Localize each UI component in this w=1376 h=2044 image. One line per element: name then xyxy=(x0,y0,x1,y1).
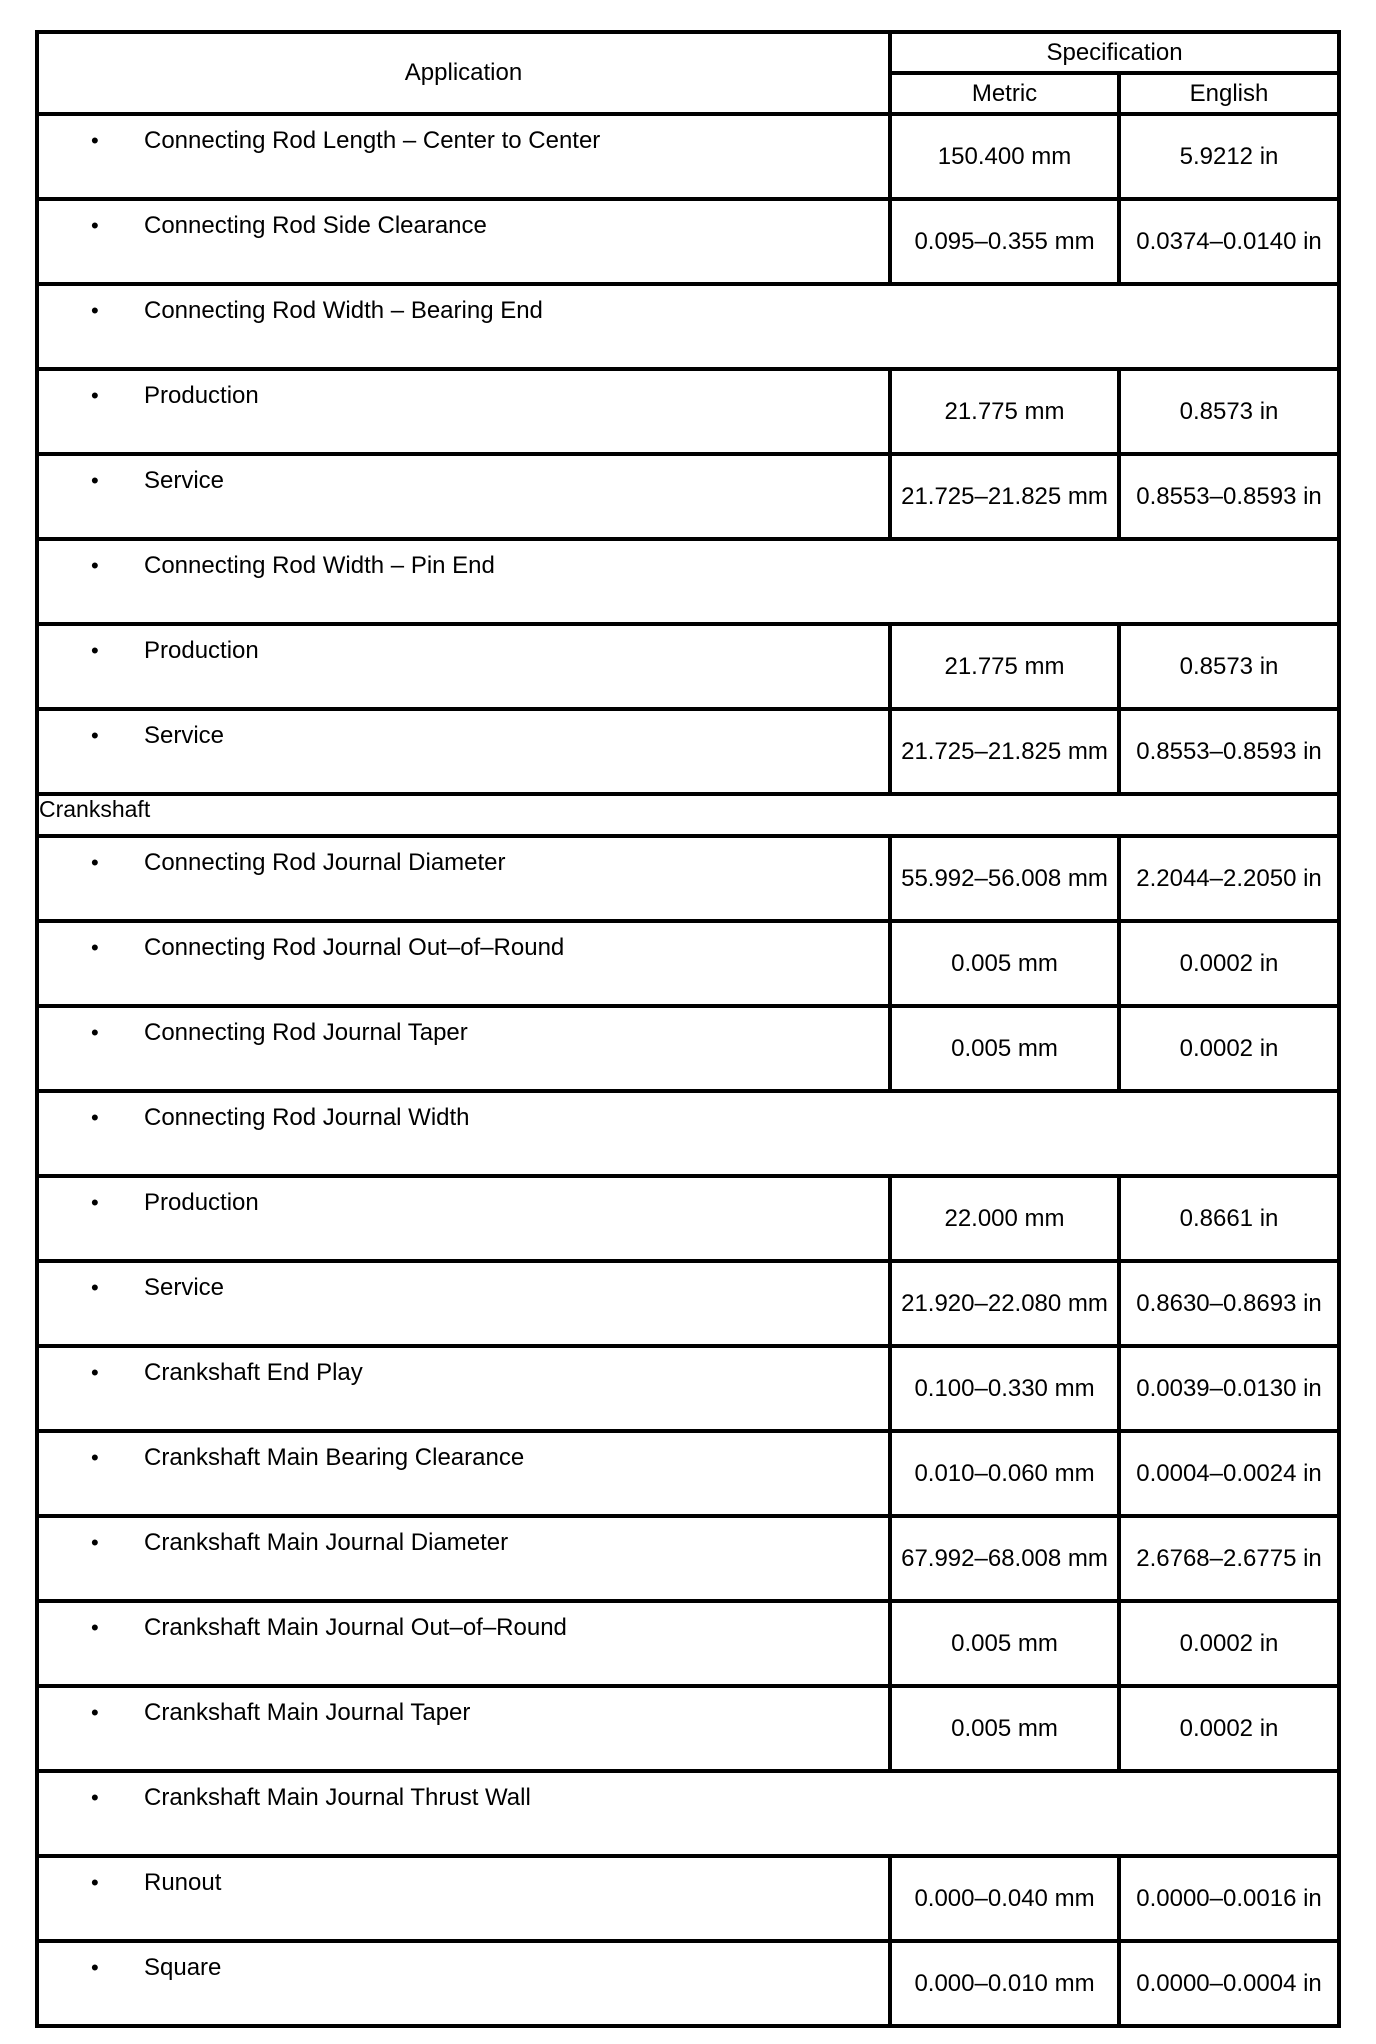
table-row xyxy=(37,1431,1339,1516)
bullet-icon: • xyxy=(91,298,99,323)
application-cell xyxy=(37,1261,890,1346)
metric-value: 0.005 mm xyxy=(890,1686,1119,1771)
table-row xyxy=(37,454,1339,539)
application-cell xyxy=(37,1686,890,1771)
application-cell xyxy=(37,1346,890,1431)
english-value: 0.0374–0.0140 in xyxy=(1119,199,1339,284)
application-cell xyxy=(37,1091,1339,1176)
application-label: Production xyxy=(144,637,259,664)
header-specification: Specification xyxy=(890,32,1339,73)
application-cell xyxy=(37,114,890,199)
group-row xyxy=(37,539,1339,624)
application-label: Connecting Rod Width – Bearing End xyxy=(144,297,543,324)
english-value: 0.8573 in xyxy=(1119,624,1339,709)
english-value: 0.0039–0.0130 in xyxy=(1119,1346,1339,1431)
header-metric: Metric xyxy=(890,73,1119,114)
metric-value: 21.725–21.825 mm xyxy=(890,709,1119,794)
specification-table xyxy=(35,30,1341,2028)
bullet-icon: • xyxy=(91,1955,99,1980)
bullet-icon: • xyxy=(91,213,99,238)
application-label: Connecting Rod Journal Out–of–Round xyxy=(144,934,565,961)
bullet-icon: • xyxy=(91,1105,99,1130)
metric-value: 21.775 mm xyxy=(890,624,1119,709)
bullet-icon: • xyxy=(91,553,99,578)
application-label: Crankshaft Main Journal Out–of–Round xyxy=(144,1614,567,1641)
english-value: 5.9212 in xyxy=(1119,114,1339,199)
bullet-icon: • xyxy=(91,723,99,748)
application-label: Crankshaft Main Journal Diameter xyxy=(144,1529,509,1556)
application-label: Connecting Rod Side Clearance xyxy=(144,212,487,239)
application-label: Service xyxy=(144,1274,225,1301)
english-value: 0.8630–0.8693 in xyxy=(1119,1261,1339,1346)
table-row xyxy=(37,836,1339,921)
bullet-icon: • xyxy=(91,1615,99,1640)
application-label: Runout xyxy=(144,1869,222,1896)
application-label: Crankshaft Main Journal Thrust Wall xyxy=(144,1784,531,1811)
bullet-icon: • xyxy=(91,1785,99,1810)
english-value: 0.0004–0.0024 in xyxy=(1119,1431,1339,1516)
english-value: 0.8661 in xyxy=(1119,1176,1339,1261)
bullet-icon: • xyxy=(91,638,99,663)
application-cell xyxy=(37,539,1339,624)
table-row xyxy=(37,1686,1339,1771)
bullet-icon: • xyxy=(91,1530,99,1555)
table-row xyxy=(37,921,1339,1006)
application-cell xyxy=(37,1771,1339,1856)
bullet-icon: • xyxy=(91,1445,99,1470)
table-row xyxy=(37,1941,1339,2026)
table-row xyxy=(37,1006,1339,1091)
section-row xyxy=(37,794,1339,836)
table-row xyxy=(37,114,1339,199)
english-value: 0.0002 in xyxy=(1119,1601,1339,1686)
application-label: Service xyxy=(144,722,225,749)
table-row xyxy=(37,1516,1339,1601)
bullet-icon: • xyxy=(91,1190,99,1215)
table-row xyxy=(37,369,1339,454)
metric-value: 0.000–0.040 mm xyxy=(890,1856,1119,1941)
metric-value: 150.400 mm xyxy=(890,114,1119,199)
section-label: Crankshaft xyxy=(37,794,1339,836)
metric-value: 21.775 mm xyxy=(890,369,1119,454)
metric-value: 0.005 mm xyxy=(890,1601,1119,1686)
metric-value: 67.992–68.008 mm xyxy=(890,1516,1119,1601)
english-value: 0.0002 in xyxy=(1119,1006,1339,1091)
bullet-icon: • xyxy=(91,468,99,493)
bullet-icon: • xyxy=(91,1700,99,1725)
metric-value: 0.010–0.060 mm xyxy=(890,1431,1119,1516)
bullet-icon: • xyxy=(91,1020,99,1045)
application-cell xyxy=(37,369,890,454)
application-cell xyxy=(37,1431,890,1516)
table-row xyxy=(37,1261,1339,1346)
application-label: Crankshaft Main Bearing Clearance xyxy=(144,1444,525,1471)
group-row xyxy=(37,284,1339,369)
metric-value: 0.000–0.010 mm xyxy=(890,1941,1119,2026)
application-label: Crankshaft Main Journal Taper xyxy=(144,1699,471,1726)
english-value: 2.2044–2.2050 in xyxy=(1119,836,1339,921)
application-cell xyxy=(37,1601,890,1686)
english-value: 0.8573 in xyxy=(1119,369,1339,454)
application-cell xyxy=(37,1941,890,2026)
application-cell xyxy=(37,1516,890,1601)
application-cell xyxy=(37,1176,890,1261)
metric-value: 0.005 mm xyxy=(890,1006,1119,1091)
table-row xyxy=(37,624,1339,709)
application-label: Connecting Rod Journal Diameter xyxy=(144,849,506,876)
application-cell xyxy=(37,199,890,284)
application-cell xyxy=(37,624,890,709)
header-application: Application xyxy=(37,32,890,114)
english-value: 0.0002 in xyxy=(1119,921,1339,1006)
bullet-icon: • xyxy=(91,850,99,875)
metric-value: 22.000 mm xyxy=(890,1176,1119,1261)
application-label: Connecting Rod Width – Pin End xyxy=(144,552,495,579)
application-label: Connecting Rod Length – Center to Center xyxy=(144,127,601,154)
table-row xyxy=(37,1856,1339,1941)
group-row xyxy=(37,1771,1339,1856)
bullet-icon: • xyxy=(91,383,99,408)
table-row xyxy=(37,1346,1339,1431)
table-row xyxy=(37,199,1339,284)
english-value: 2.6768–2.6775 in xyxy=(1119,1516,1339,1601)
application-cell xyxy=(37,1006,890,1091)
application-cell xyxy=(37,454,890,539)
bullet-icon: • xyxy=(91,935,99,960)
application-label: Production xyxy=(144,1189,259,1216)
application-label: Service xyxy=(144,467,225,494)
metric-value: 0.095–0.355 mm xyxy=(890,199,1119,284)
metric-value: 21.920–22.080 mm xyxy=(890,1261,1119,1346)
application-cell xyxy=(37,709,890,794)
application-label: Crankshaft End Play xyxy=(144,1359,363,1386)
english-value: 0.8553–0.8593 in xyxy=(1119,454,1339,539)
bullet-icon: • xyxy=(91,1870,99,1895)
bullet-icon: • xyxy=(91,128,99,153)
table-body xyxy=(37,114,1339,2026)
english-value: 0.8553–0.8593 in xyxy=(1119,709,1339,794)
table-row xyxy=(37,709,1339,794)
group-row xyxy=(37,1091,1339,1176)
english-value: 0.0000–0.0016 in xyxy=(1119,1856,1339,1941)
header-english: English xyxy=(1119,73,1339,114)
metric-value: 0.100–0.330 mm xyxy=(890,1346,1119,1431)
application-label: Production xyxy=(144,382,259,409)
table-row xyxy=(37,1176,1339,1261)
application-label: Connecting Rod Journal Taper xyxy=(144,1019,468,1046)
application-label: Square xyxy=(144,1954,222,1981)
bullet-icon: • xyxy=(91,1360,99,1385)
application-label: Connecting Rod Journal Width xyxy=(144,1104,470,1131)
application-cell xyxy=(37,836,890,921)
bullet-icon: • xyxy=(91,1275,99,1300)
metric-value: 0.005 mm xyxy=(890,921,1119,1006)
metric-value: 21.725–21.825 mm xyxy=(890,454,1119,539)
english-value: 0.0002 in xyxy=(1119,1686,1339,1771)
application-cell xyxy=(37,1856,890,1941)
english-value: 0.0000–0.0004 in xyxy=(1119,1941,1339,2026)
application-cell xyxy=(37,284,1339,369)
metric-value: 55.992–56.008 mm xyxy=(890,836,1119,921)
application-cell xyxy=(37,921,890,1006)
table-row xyxy=(37,1601,1339,1686)
